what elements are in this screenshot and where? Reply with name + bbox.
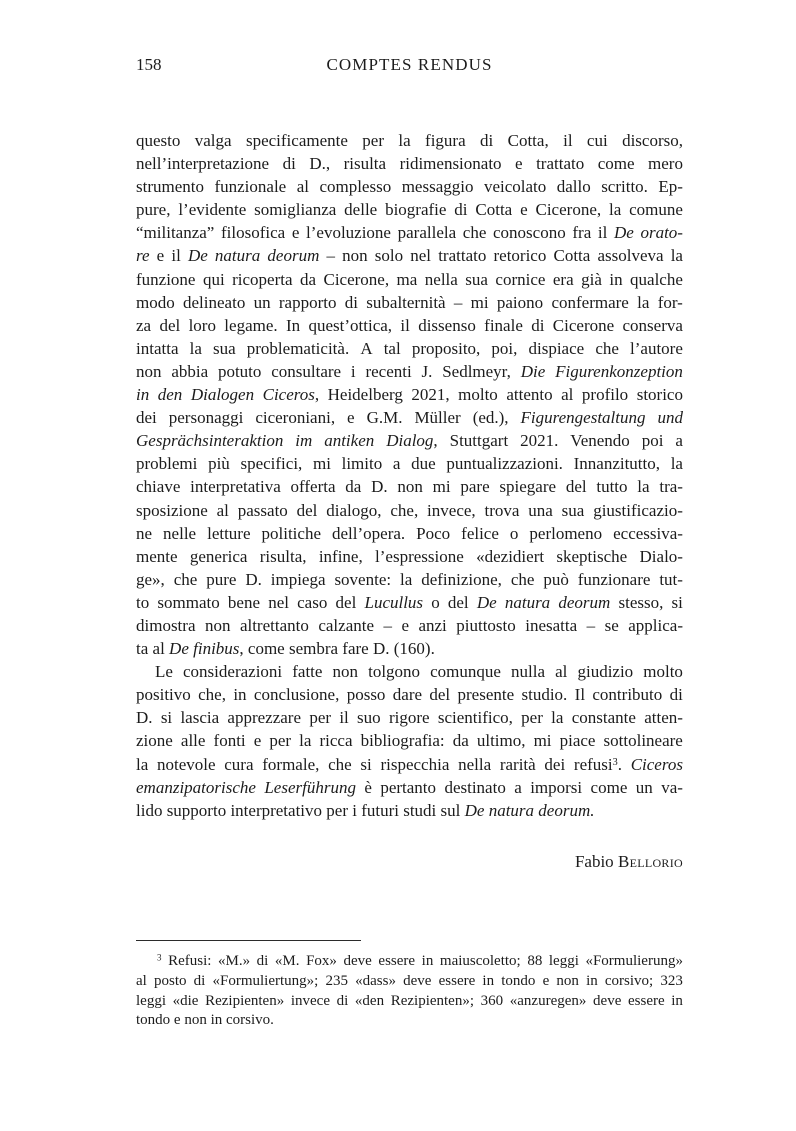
text-line: leggi «die Rezipienten» invece di «den Rezipienten»; 360 «anzuregen» deve essere in: [136, 992, 683, 1009]
text-line: tondo e non in corsivo.: [136, 1012, 274, 1029]
text-line: Le considerazioni fatte non tolgono comunque nulla al giudizio molto: [155, 662, 683, 682]
page-number: 158: [136, 55, 162, 74]
text-line: nell’interpretazione di D., risulta ridimensionato e trattato come mero: [136, 154, 683, 174]
text-line: pure, l’evidente somiglianza delle biografie di Cotta e Cicerone, la comune: [136, 200, 683, 220]
text-line: ne nelle letture politiche dell’opera. Poco felice o perlomeno eccessiva-: [136, 523, 683, 543]
text-line: al posto di «Formuliertung»; 235 «dass» deve essere in tondo e non in corsivo; 323: [136, 972, 683, 989]
text-line: Gesprächsinteraktion im antiken Dialog, Stuttgart 2021. Venendo poi a: [136, 431, 683, 451]
text-line: “militanza” filosofica e l’evoluzione parallela che conoscono fra il De orato-: [136, 223, 683, 243]
review-body-text: [136, 129, 683, 822]
text-line: dei personaggi ciceroniani, e G.M. Müller (ed.), Figurengestaltung und: [136, 408, 683, 428]
text-line: ta al De finibus, come sembra fare D. (160).: [136, 639, 435, 659]
text-line: sposizione al passato del dialogo, che, invece, trova una sua giustificazio-: [136, 500, 683, 520]
text-line: dimostra non altrettanto calzante – e anzi piuttosto inesatta – se applica-: [136, 615, 683, 635]
text-line: mente generica risulta, infine, l’espressione «dezidiert skeptische Dialo-: [136, 546, 683, 566]
text-line: problemi più specifici, mi limito a due puntualizzazioni. Innanzitutto, la: [136, 454, 683, 474]
text-line: intatta la sua problematicità. A tal proposito, poi, dispiace che l’autore: [136, 338, 683, 358]
text-line: non abbia potuto consultare i recenti J. Sedlmeyr, Die Figurenkonzeption: [136, 361, 683, 381]
text-line: chiave interpretativa offerta da D. non mi pare spiegare del tutto la tra-: [136, 477, 683, 497]
page-header: [136, 55, 683, 77]
running-title: COMPTES RENDUS: [326, 55, 493, 74]
text-line: positivo che, in conclusione, posso dare del presente studio. Il contributo di: [136, 685, 683, 705]
text-line: to sommato bene nel caso del Lucullus o del De natura deorum stesso, si: [136, 592, 683, 612]
text-line: lido supporto interpretativo per i futuri studi sul De natura deorum.: [136, 800, 595, 820]
text-line: Fabio Bellorio: [574, 852, 683, 871]
text-line: questo valga specificamente per la figura di Cotta, il cui discorso,: [136, 131, 683, 150]
text-line: modo delineato un rapporto di subalternità – mi paiono confermare la for-: [136, 292, 683, 312]
footnote-text: [136, 952, 683, 1031]
text-line: zione alle fonti e per la ricca bibliografia: da ultimo, mi piace sottolineare: [136, 731, 683, 751]
text-line: strumento funzionale al complesso messaggio veicolato dallo scritto. Ep-: [136, 177, 683, 197]
text-line: za del loro legame. In quest’ottica, il dissenso finale di Cicerone conserva: [136, 315, 683, 335]
text-line: ge», che pure D. impiega sovente: la definizione, che può funzionare tut-: [136, 569, 683, 589]
text-line: la notevole cura formale, che si rispecchia nella rarità dei refusi$^3$. Ciceros: [136, 754, 683, 774]
author-signature: [136, 850, 683, 873]
text-line: in den Dialogen Ciceros, Heidelberg 2021, molto attento al profilo storico: [136, 385, 683, 405]
text-line: $^3$ Refusi: «M.» di «M. Fox» deve essere in maiuscoletto; 88 leggi «Formulierung»: [157, 952, 683, 969]
text-line: D. si lascia apprezzare per il suo rigore scientifico, per la constante atten-: [136, 708, 683, 728]
footnote-block: [136, 940, 683, 1031]
text-line: re e il De natura deorum – non solo nel trattato retorico Cotta assolveva la: [136, 246, 683, 266]
text-line: funzione qui ricoperta da Cicerone, ma nella sua cornice era già in qualche: [136, 269, 683, 289]
footnote-separator: [136, 940, 361, 941]
text-line: emanzipatorische Leserführung è pertanto destinato a imporsi come un va-: [136, 777, 683, 797]
